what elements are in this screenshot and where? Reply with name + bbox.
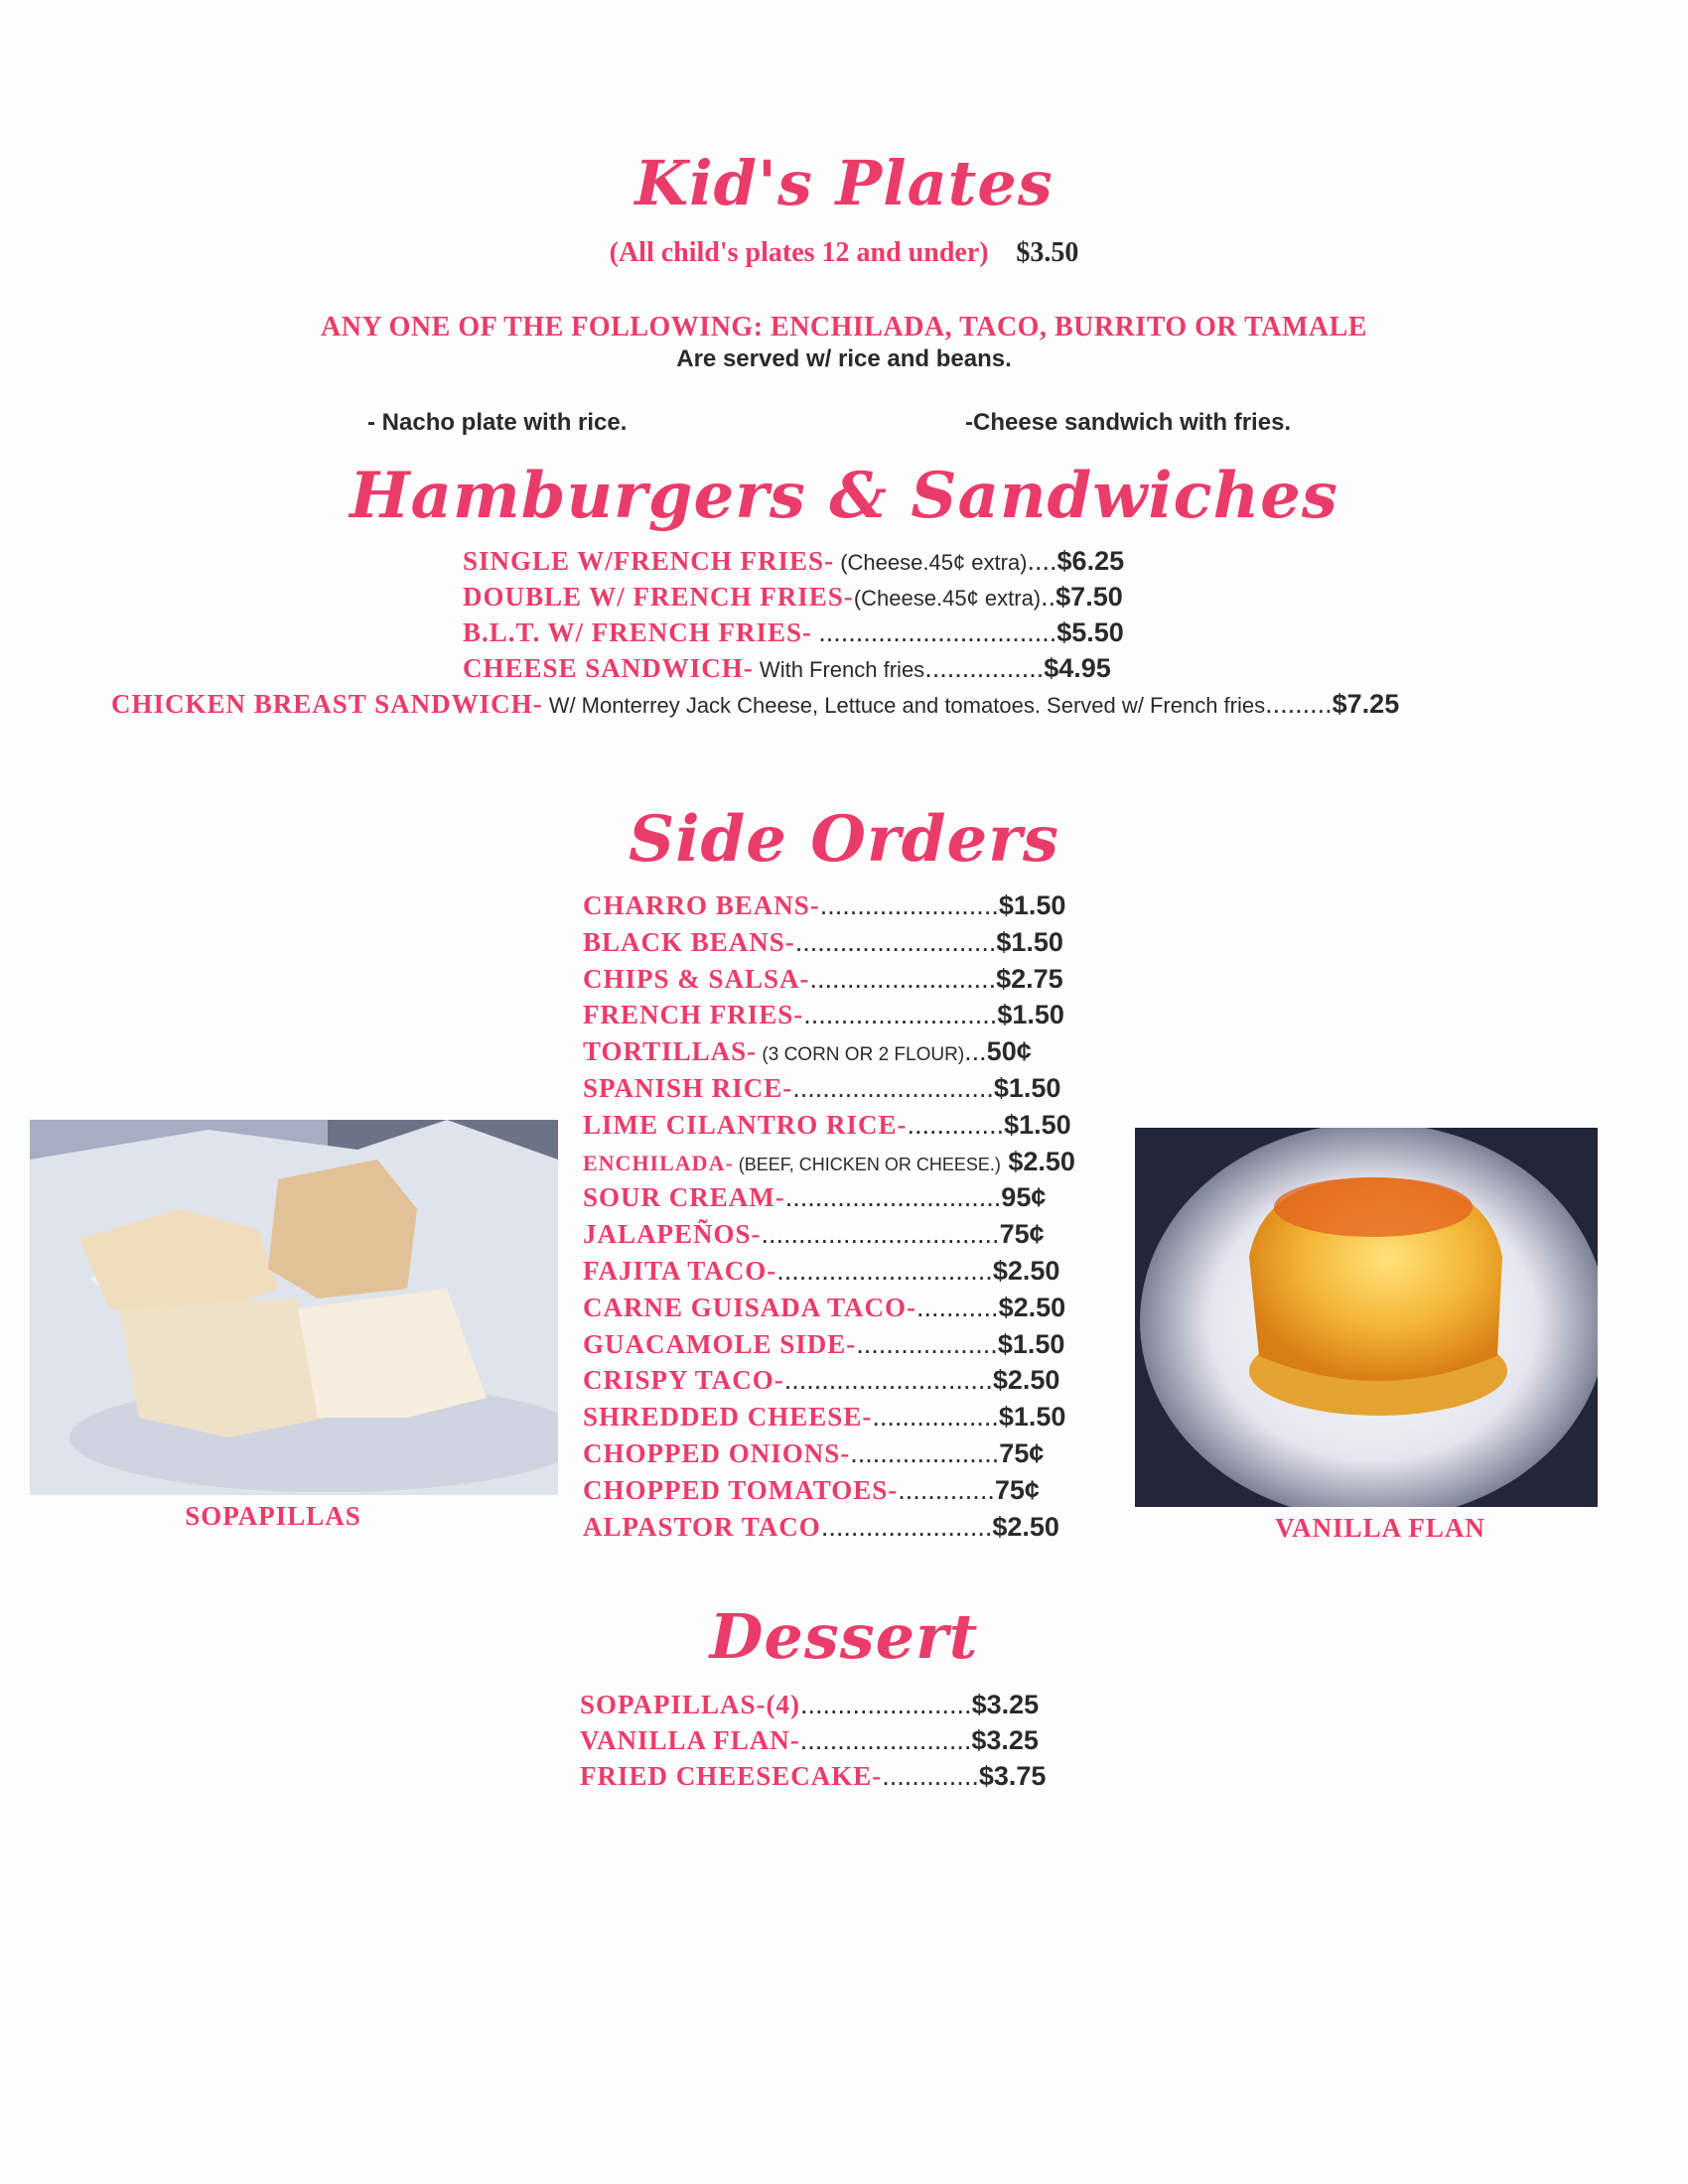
side-order-item xyxy=(583,1219,1045,1250)
side-order-item xyxy=(583,890,1065,921)
item-dots: ............. xyxy=(882,1761,979,1791)
item-note: (Cheese.45¢ extra) xyxy=(834,550,1028,575)
side-order-name: TORTILLAS- xyxy=(583,1036,758,1067)
side-order-dots: ....................... xyxy=(820,1511,993,1542)
side-order-name: FRENCH FRIES- xyxy=(583,1000,804,1030)
side-order-name: CHIPS & SALSA- xyxy=(583,963,810,994)
side-order-price: $1.50 xyxy=(993,1073,1061,1103)
side-order-item xyxy=(583,1402,1065,1433)
side-order-dots: ........................ xyxy=(819,890,999,920)
side-order-item xyxy=(583,1256,1059,1287)
side-order-name: CHOPPED TOMATOES- xyxy=(583,1474,899,1505)
side-order-name: SPANISH RICE- xyxy=(583,1073,793,1103)
kids-price: $3.50 xyxy=(1016,237,1079,268)
side-order-item xyxy=(583,1000,1064,1030)
side-order-dots: .......................... xyxy=(803,1000,998,1030)
side-order-price: $2.50 xyxy=(1008,1146,1075,1176)
item-price: $5.50 xyxy=(1056,617,1124,647)
side-order-item xyxy=(583,1073,1060,1104)
side-order-price: $1.50 xyxy=(997,1000,1064,1030)
side-order-name: ENCHILADA- xyxy=(583,1150,734,1175)
side-order-item xyxy=(583,1147,1075,1177)
burgers-title: Hamburgers & Sandwiches xyxy=(350,459,1338,533)
side-order-name: GUACAMOLE SIDE- xyxy=(583,1328,857,1359)
item-name: FRIED CHEESECAKE- xyxy=(580,1761,883,1791)
side-order-dots: .................... xyxy=(850,1438,1000,1468)
menu-item xyxy=(463,582,1123,613)
kids-subtitle-line xyxy=(0,236,1688,269)
vanilla-flan-caption: VANILLA FLAN xyxy=(1275,1513,1485,1543)
item-name: SINGLE W/FRENCH FRIES- xyxy=(463,546,835,576)
side-order-name: BLACK BEANS- xyxy=(583,926,795,957)
side-order-name: ALPASTOR TACO xyxy=(583,1511,821,1542)
side-order-name: CHARRO BEANS- xyxy=(583,890,820,920)
side-order-item xyxy=(583,927,1063,958)
side-order-price: $2.75 xyxy=(996,963,1063,994)
side-order-item xyxy=(583,1110,1071,1141)
side-order-note: (BEEF, CHICKEN OR CHEESE.) xyxy=(733,1154,1001,1174)
menu-item xyxy=(463,546,1124,577)
side-order-price: 75¢ xyxy=(994,1474,1040,1505)
item-dots: .. xyxy=(1041,582,1056,612)
side-order-price: 95¢ xyxy=(1001,1182,1047,1213)
side-order-dots: ................. xyxy=(872,1402,999,1433)
side-order-name: CARNE GUISADA TACO- xyxy=(583,1292,917,1322)
kids-title: Kid's Plates xyxy=(634,147,1054,219)
side-order-dots: ............................. xyxy=(784,1182,1002,1213)
side-order-dots: ................... xyxy=(856,1328,998,1359)
side-order-price: $1.50 xyxy=(998,890,1066,920)
menu-item xyxy=(580,1690,1039,1720)
side-order-price: $2.50 xyxy=(992,1256,1060,1286)
side-order-name: FAJITA TACO- xyxy=(583,1256,777,1286)
side-order-name: JALAPEÑOS- xyxy=(583,1219,762,1250)
side-order-dots: ... xyxy=(964,1036,987,1067)
side-order-item xyxy=(583,1438,1044,1469)
item-name: DOUBLE W/ FRENCH FRIES- xyxy=(463,582,854,612)
side-order-dots: ........................... xyxy=(794,926,997,957)
side-order-name: LIME CILANTRO RICE- xyxy=(583,1109,908,1140)
side-order-price: $2.50 xyxy=(992,1511,1059,1542)
side-order-name: CHOPPED ONIONS- xyxy=(583,1438,851,1468)
item-price: $3.25 xyxy=(971,1690,1040,1719)
menu-item xyxy=(463,653,1111,684)
item-dots: ......... xyxy=(1265,689,1333,719)
dessert-title: Dessert xyxy=(709,1600,979,1673)
kids-option-nacho: - Nacho plate with rice. xyxy=(367,409,628,436)
item-note: W/ Monterrey Jack Cheese, Lettuce and tomatoes. Served w/ French fries xyxy=(542,693,1266,718)
kids-served-line: Are served w/ rice and beans. xyxy=(676,345,1012,372)
item-price: $7.25 xyxy=(1332,689,1400,719)
item-name: SOPAPILLAS-(4) xyxy=(580,1690,801,1719)
menu-item xyxy=(580,1761,1046,1792)
menu-item xyxy=(580,1725,1039,1756)
side-order-price: $2.50 xyxy=(998,1292,1066,1322)
item-price: $6.25 xyxy=(1056,546,1125,576)
side-order-name: CRISPY TACO- xyxy=(583,1365,784,1396)
item-price: $3.75 xyxy=(978,1761,1047,1791)
kids-option-cheese-sandwich: -Cheese sandwich with fries. xyxy=(965,409,1292,436)
menu-item xyxy=(463,617,1124,648)
side-order-price: $1.50 xyxy=(998,1402,1066,1433)
side-order-price: 75¢ xyxy=(999,1438,1045,1468)
item-dots: ................ xyxy=(924,653,1045,683)
kids-choice-line: ANY ONE OF THE FOLLOWING: ENCHILADA, TACO, BURRITO OR TAMALE xyxy=(321,312,1367,342)
kids-subtitle: (All child's plates 12 and under) xyxy=(609,237,989,268)
sides-title: Side Orders xyxy=(629,802,1059,877)
side-order-price: $2.50 xyxy=(992,1365,1060,1396)
vanilla-flan-photo xyxy=(1135,1128,1598,1507)
side-order-item xyxy=(583,1182,1046,1213)
item-dots: ....................... xyxy=(800,1690,972,1719)
side-order-dots: ............................ xyxy=(783,1365,993,1396)
side-order-item xyxy=(583,1512,1059,1543)
item-dots: ................................ xyxy=(818,617,1057,647)
side-order-item xyxy=(583,964,1063,995)
sopapillas-photo xyxy=(30,1120,558,1495)
side-order-dots: ........... xyxy=(916,1292,999,1322)
side-order-item xyxy=(583,1365,1059,1396)
side-order-note: (3 CORN OR 2 FLOUR) xyxy=(757,1044,965,1066)
side-order-price: 50¢ xyxy=(986,1036,1032,1067)
side-order-dots: ............................. xyxy=(776,1256,993,1286)
side-order-dots: ......................... xyxy=(809,963,997,994)
item-note: With French fries xyxy=(753,657,925,682)
side-order-item xyxy=(583,1475,1040,1506)
side-order-price: 75¢ xyxy=(999,1219,1045,1250)
side-order-price: $1.50 xyxy=(1004,1109,1071,1140)
item-dots: ....................... xyxy=(799,1725,972,1755)
item-name: CHEESE SANDWICH- xyxy=(463,653,754,683)
menu-item xyxy=(111,689,1399,720)
side-order-dots: ............. xyxy=(898,1474,995,1505)
side-order-dots: ........................... xyxy=(792,1073,994,1103)
sopapillas-caption: SOPAPILLAS xyxy=(185,1501,361,1531)
side-order-item xyxy=(583,1329,1064,1360)
item-name: CHICKEN BREAST SANDWICH- xyxy=(111,689,543,719)
item-name: B.L.T. W/ FRENCH FRIES- xyxy=(463,617,813,647)
item-price: $3.25 xyxy=(971,1725,1039,1755)
side-order-price: $1.50 xyxy=(997,1328,1065,1359)
side-order-dots: ............. xyxy=(907,1109,1005,1140)
vanilla-flan-image xyxy=(1135,1128,1598,1507)
item-price: $4.95 xyxy=(1044,653,1111,683)
item-name: VANILLA FLAN- xyxy=(580,1725,800,1755)
side-order-dots: ................................ xyxy=(761,1219,1000,1250)
item-dots: .... xyxy=(1027,546,1057,576)
sopapillas-image xyxy=(30,1120,558,1495)
item-price: $7.50 xyxy=(1055,582,1123,612)
side-order-item xyxy=(583,1036,1032,1067)
item-note: (Cheese.45¢ extra) xyxy=(853,586,1042,611)
side-order-price: $1.50 xyxy=(996,926,1063,957)
side-order-item xyxy=(583,1293,1065,1323)
side-order-name: SOUR CREAM- xyxy=(583,1182,785,1213)
side-order-name: SHREDDED CHEESE- xyxy=(583,1402,873,1433)
